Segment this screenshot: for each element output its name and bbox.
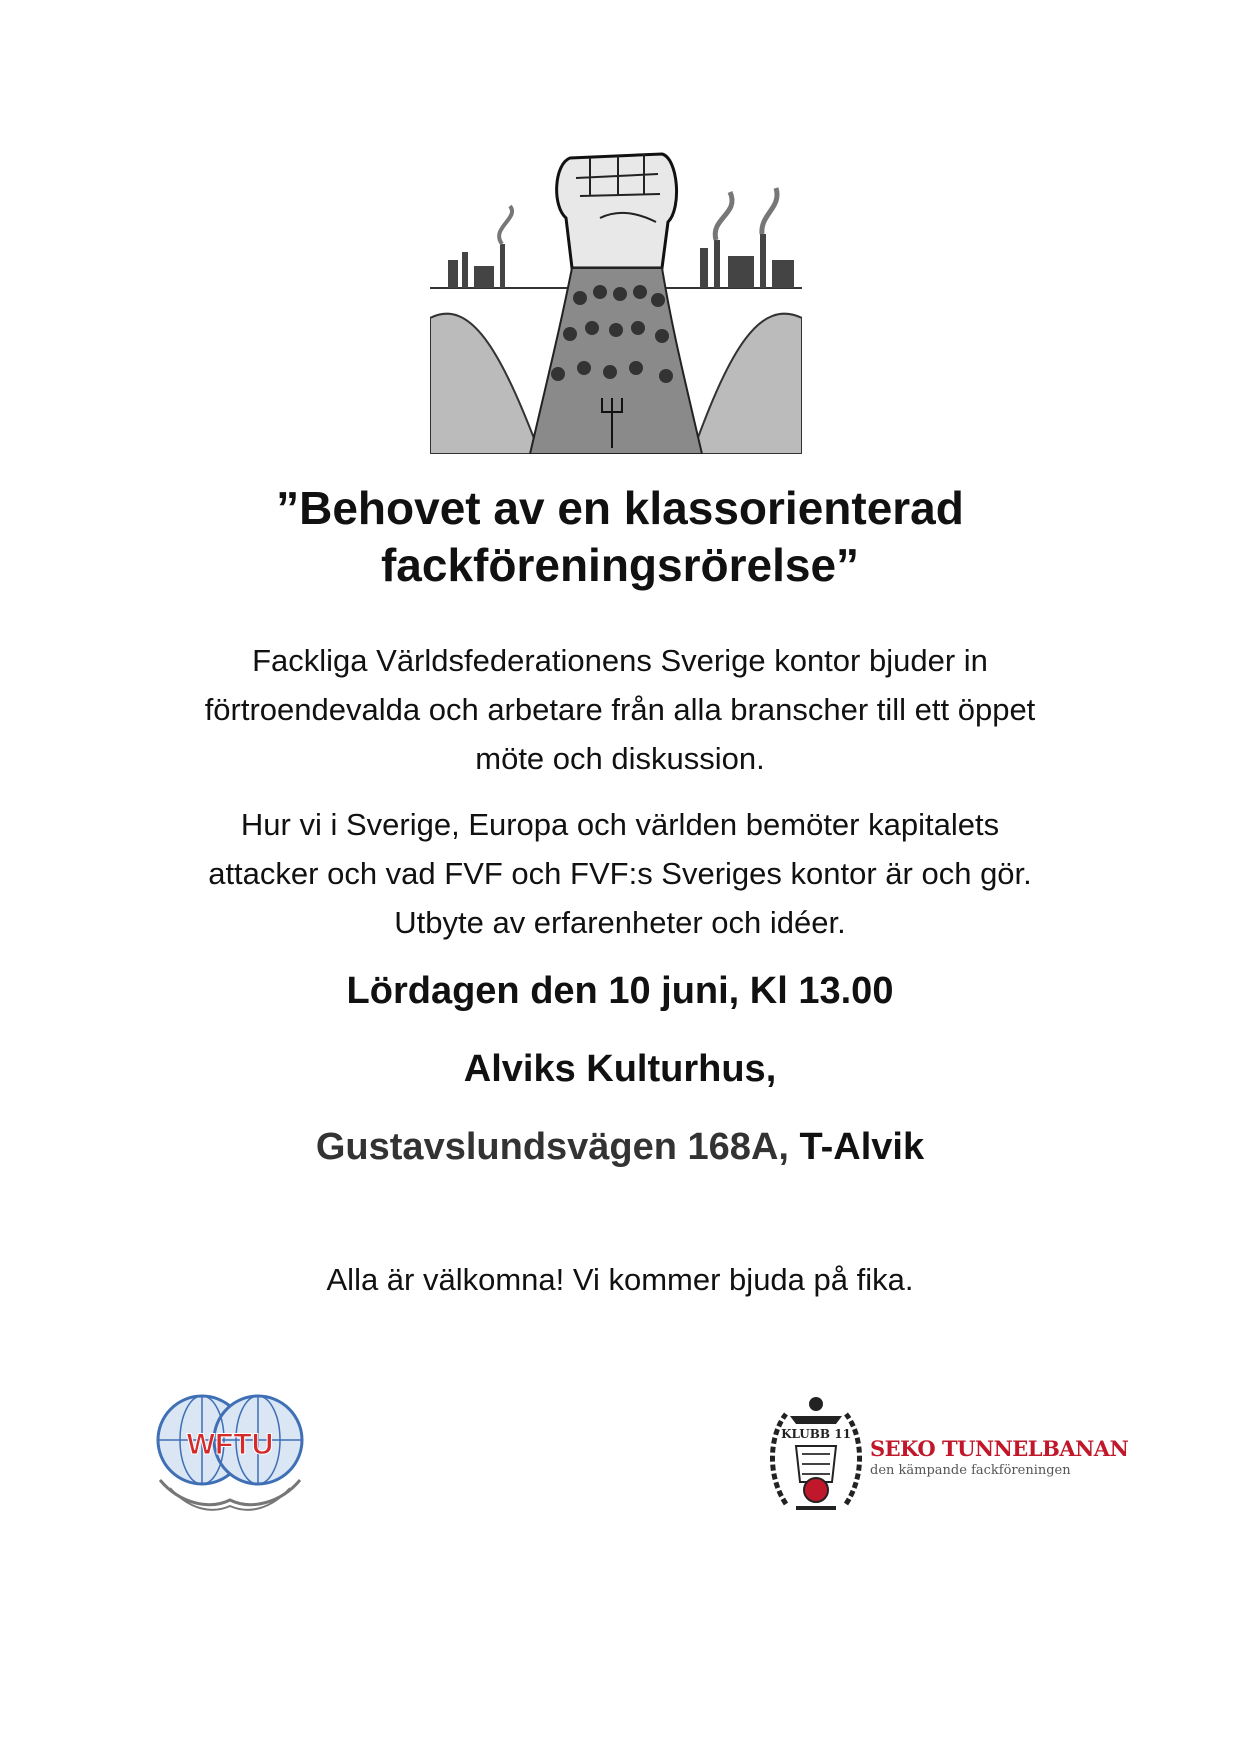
seko-tagline: den kämpande fackföreningen [870,1463,1071,1478]
event-venue: Alviks Kulturhus, [463,1048,777,1090]
seko-tunnelbanan-name: SEKO TUNNELBANAN [870,1436,1129,1461]
event-date: Lördagen den 10 juni, Kl 13.00 [346,970,894,1012]
intro-line-2: förtroendevalda och arbetare från alla branscher till ett öppet [204,692,1036,727]
title-line-2: fackföreningsrörelse” [380,539,860,591]
event-street: Gustavslundsvägen 168A, [315,1126,789,1168]
klubb-text: KLUBB 11 [781,1427,851,1441]
description-paragraph [130,800,1110,947]
desc-line-1: Hur vi i Sverige, Europa och världen bemöter kapitalets [240,807,1000,842]
intro-line-3: möte och diskussion. [475,741,765,776]
event-address [0,1122,1240,1172]
event-title [0,480,1240,594]
desc-line-2: attacker och vad FVF och FVF:s Sveriges kontor är och gör. [208,856,1032,891]
klubb-11-emblem [766,1394,866,1518]
event-area: T-Alvik [799,1126,925,1168]
wftu-logo-text: WFTU [186,1428,274,1461]
intro-line-1: Fackliga Världsfederationens Sverige kontor bjuder in [252,643,988,678]
wftu-logo [150,1388,310,1518]
intro-paragraph [130,636,1110,783]
welcome-message: Alla är välkomna! Vi kommer bjuda på fika. [326,1262,914,1297]
title-line-1: ”Behovet av en klassorienterad [276,482,964,534]
raised-fist-illustration [430,148,802,454]
desc-line-3: Utbyte av erfarenheter och idéer. [394,905,846,940]
